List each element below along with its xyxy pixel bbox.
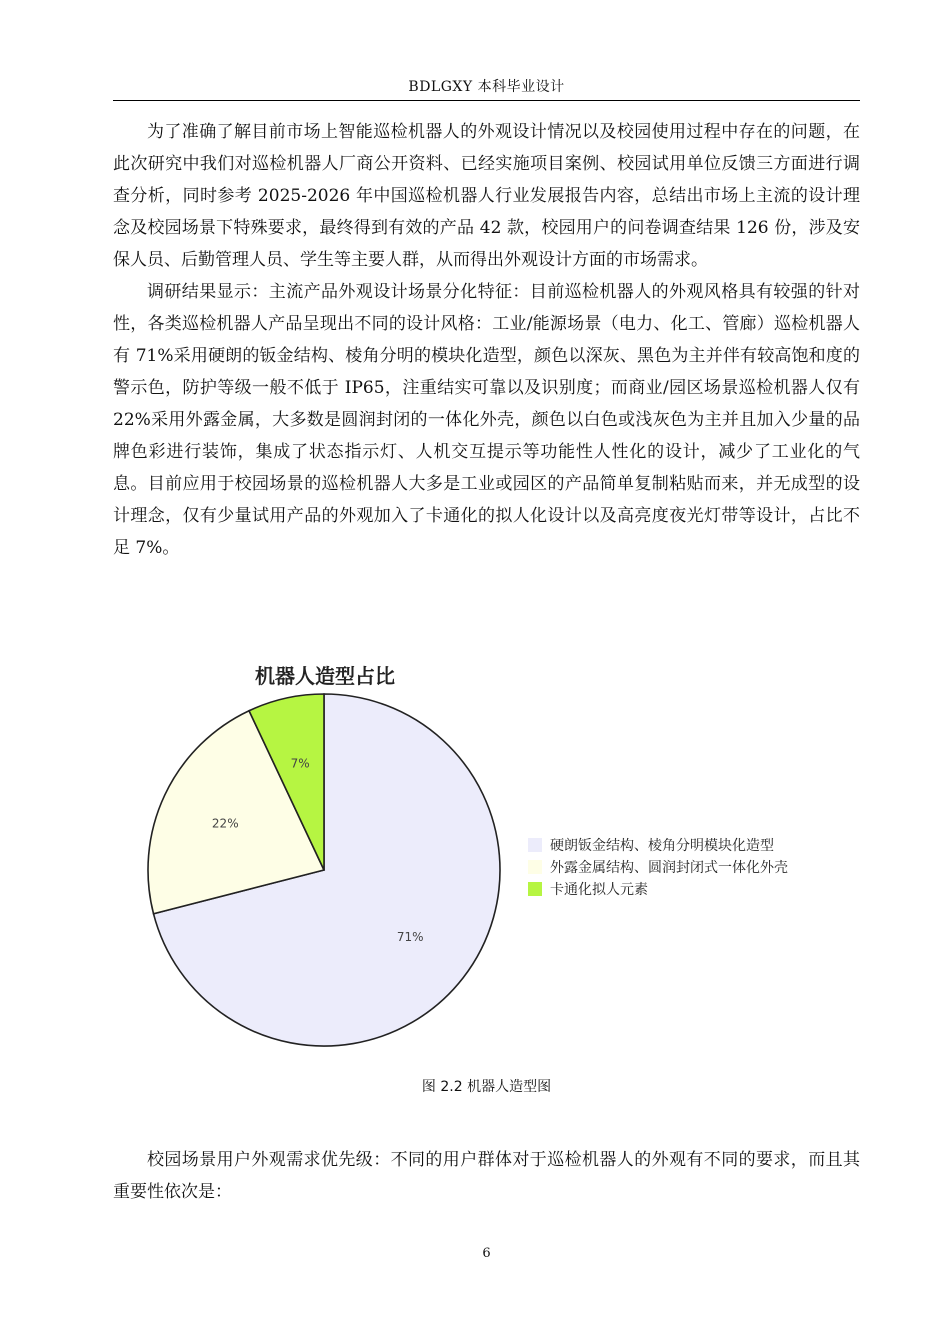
pie-slice-label-2: 22% <box>211 816 239 831</box>
paragraph-1: 为了准确了解目前市场上智能巡检机器人的外观设计情况以及校园使用过程中存在的问题，在此次研究中我们对巡检机器人厂商公开资料、已经实施项目案例、校园试用单位反馈三方面进行调查分析，同时参考 2025-2026 年中国巡检机器人行业发展报告内容，总结出市场上主流的设计理念及校园场景下特殊要求，最终得到有效的产品 42 款，校园用户的问卷调查结果 126 份，涉及安保人员、后勤管理人员、学生等主要人群，从而得出外观设计方面的市场需求。 <box>113 122 860 270</box>
pie-chart-svg <box>140 650 520 1060</box>
legend-swatch <box>528 860 542 874</box>
pie-slice-label-3: 7% <box>290 756 310 771</box>
page-header: BDLGXY 本科毕业设计 <box>408 79 565 95</box>
header-rule <box>113 100 860 101</box>
legend-item <box>528 878 788 900</box>
pie-chart <box>140 650 840 1060</box>
pie-slice-label-1: 71% <box>396 929 424 944</box>
page-number: 6 <box>482 1246 491 1261</box>
chart-legend <box>528 834 788 900</box>
chart-title: 机器人造型占比 <box>255 664 395 688</box>
legend-swatch <box>528 838 542 852</box>
body-text-bottom <box>113 1144 860 1208</box>
paragraph-3: 校园场景用户外观需求优先级：不同的用户群体对于巡检机器人的外观有不同的要求，而且其重要性依次是： <box>113 1150 860 1202</box>
paragraph-2: 调研结果显示：主流产品外观设计场景分化特征：目前巡检机器人的外观风格具有较强的针对性，各类巡检机器人产品呈现出不同的设计风格：工业/能源场景（电力、化工、管廊）巡检机器人有 71%采用硬朗的钣金结构、棱角分明的模块化造型，颜色以深灰、黑色为主并伴有较高饱和度的警示色，防护等级一般不低于 IP65，注重结实可靠以及识别度；而商业/园区场景巡检机器人仅有 22%采用外露金属，大多数是圆润封闭的一体化外壳，颜色以白色或浅灰色为主并且加入少量的品牌色彩进行装饰，集成了状态指示灯、人机交互提示等功能性人性化的设计，减少了工业化的气息。目前应用于校园场景的巡检机器人大多是工业或园区的产品简单复制粘贴而来，并无成型的设计理念，仅有少量试用产品的外观加入了卡通化的拟人化设计以及高亮度夜光灯带等设计，占比不足 7%。 <box>113 282 860 558</box>
legend-label: 外露金属结构、圆润封闭式一体化外壳 <box>550 860 788 876</box>
legend-label: 卡通化拟人元素 <box>550 882 648 898</box>
legend-swatch <box>528 882 542 896</box>
figure-caption: 图 2.2 机器人造型图 <box>421 1079 552 1095</box>
legend-item <box>528 856 788 878</box>
legend-item <box>528 834 788 856</box>
body-text-top <box>113 116 860 564</box>
legend-label: 硬朗钣金结构、棱角分明模块化造型 <box>550 838 774 854</box>
